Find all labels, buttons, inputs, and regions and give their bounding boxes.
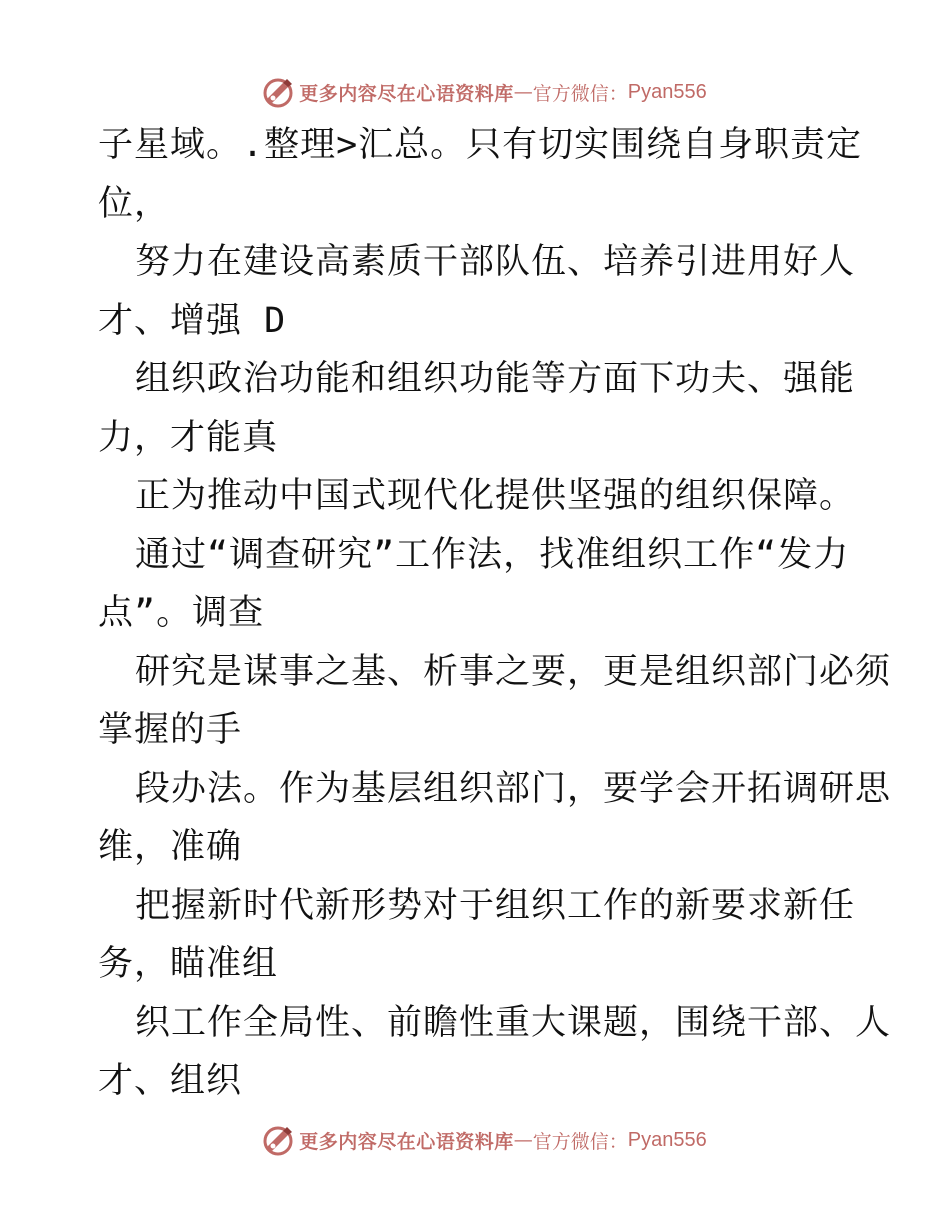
watermark-separator: — — [513, 81, 533, 103]
body-line: 位， — [98, 183, 171, 224]
watermark-site-text: 更多内容尽在心语资料库 — [299, 82, 514, 105]
body-line: 组织政治功能和组织功能等方面下功夫、强能 — [135, 359, 856, 399]
body-line: 段办法。作为基层组织部门，要学会开拓调研思 — [135, 768, 892, 809]
watermark-separator: — — [513, 1129, 533, 1151]
body-line: 才、组织 — [98, 1061, 243, 1101]
body-line: 子星域。.整理>汇总。只有切实围绕自身职责定 — [98, 125, 863, 165]
watermark-site-text: 更多内容尽在心语资料库 — [299, 1130, 514, 1153]
body-line: 努力在建设高素质干部队伍、培养引进用好人 — [135, 242, 856, 282]
body-line: 研究是谋事之基、析事之要，更是组织部门必须 — [135, 651, 892, 692]
watermark-wechat-id: Pyan556 — [627, 1128, 707, 1151]
body-line: 通过“调查研究”工作法，找准组织工作“发力 — [135, 534, 850, 575]
body-line: 正为推动中国式现代化提供坚强的组织保障。 — [135, 476, 856, 516]
pen-logo-icon — [261, 75, 295, 109]
watermark-group — [261, 75, 707, 109]
body-line: 点”。调查 — [98, 593, 265, 633]
body-line: 把握新时代新形势对于组织工作的新要求新任 — [135, 885, 856, 926]
body-line: 织工作全局性、前瞻性重大课题，围绕干部、人 — [135, 1002, 892, 1043]
watermark-wechat-id: Pyan556 — [627, 80, 707, 103]
body-line: 力，才能真 — [98, 417, 279, 458]
pen-logo-icon — [261, 1123, 295, 1157]
header-watermark — [0, 72, 950, 112]
document-body — [98, 116, 892, 1111]
watermark-group — [261, 1123, 707, 1157]
watermark-wechat-label: 官方微信： — [532, 1130, 628, 1153]
footer-watermark — [0, 1120, 950, 1160]
body-line: 维，准确 — [98, 827, 243, 867]
watermark-wechat-label: 官方微信： — [532, 82, 628, 105]
body-line: 务，瞄准组 — [98, 944, 279, 984]
body-line: 掌握的手 — [98, 710, 243, 750]
body-line: 才、增强 D — [98, 300, 287, 341]
